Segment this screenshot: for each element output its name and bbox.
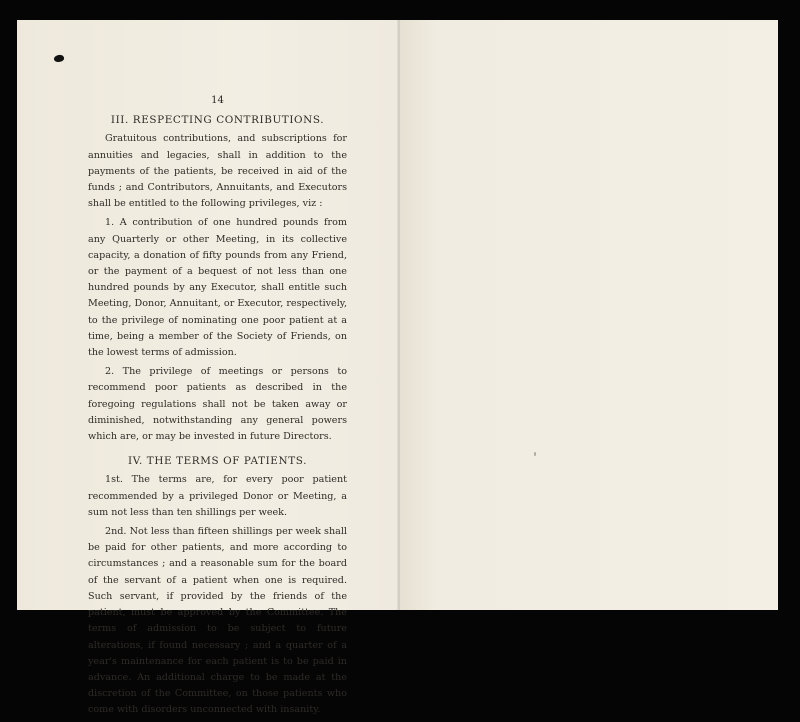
page-number: 14 bbox=[211, 95, 224, 106]
right-page-blank bbox=[399, 20, 778, 610]
section-terms bbox=[88, 453, 347, 718]
paper-speck bbox=[534, 452, 536, 456]
paragraph-terms-2nd: 2nd. Not less than fifteen shillings per week shall be paid for other patients, and more according to circumstances ; and a reasonable sum for the board of the servant of a patient when one is required. Such servant, if provided by the friends of the patient, must be approved by the Committee. The terms of admission to be subject to future alterations, if found necessary ; and a quarter of a year's maintenance for each patient is to be paid in advance. An additional charge to be made at the discretion of the Committee, on those patients who come with disorders unconnected with insanity. bbox=[88, 526, 347, 716]
paragraph-contributions-2: 2. The privilege of meetings or persons to recommend poor patients as described in the foregoing regulations shall not be taken away or diminished, notwithstanding any general powers which are, or may be invested in future Directors. bbox=[88, 366, 347, 443]
section-contributions bbox=[88, 112, 347, 445]
page-fold bbox=[397, 20, 401, 610]
paragraph-terms-1st: 1st. The terms are, for every poor patient recommended by a privileged Donor or Meeting, a sum not less than ten shillings per week. bbox=[88, 474, 347, 518]
open-booklet bbox=[17, 20, 778, 716]
paragraph-contributions-1: 1. A contribution of one hundred pounds from any Quarterly or other Meeting, in its collective capacity, a donation of fifty pounds from any Friend, or the payment of a bequest of not less than one hundred pounds by any Executor, shall entitle such Meeting, Donor, Annuitant, or Executor, respectively, to the privilege of nominating one poor patient at a time, being a member of the Society of Friends, on the lowest terms of admission. bbox=[88, 217, 347, 359]
section-heading-contributions: III. RESPECTING CONTRIBUTIONS. bbox=[110, 114, 325, 127]
left-page-text bbox=[88, 93, 347, 722]
section-heading-terms: IV. THE TERMS OF PATIENTS. bbox=[128, 455, 307, 468]
paragraph-contributions-intro: Gratuitous contributions, and subscriptions for annuities and legacies, shall in addition to the payments of the patients, be received in aid of the funds ; and Contributors, Annuitants, and Executors shall be entitled to the following privileges, viz : bbox=[88, 133, 347, 210]
